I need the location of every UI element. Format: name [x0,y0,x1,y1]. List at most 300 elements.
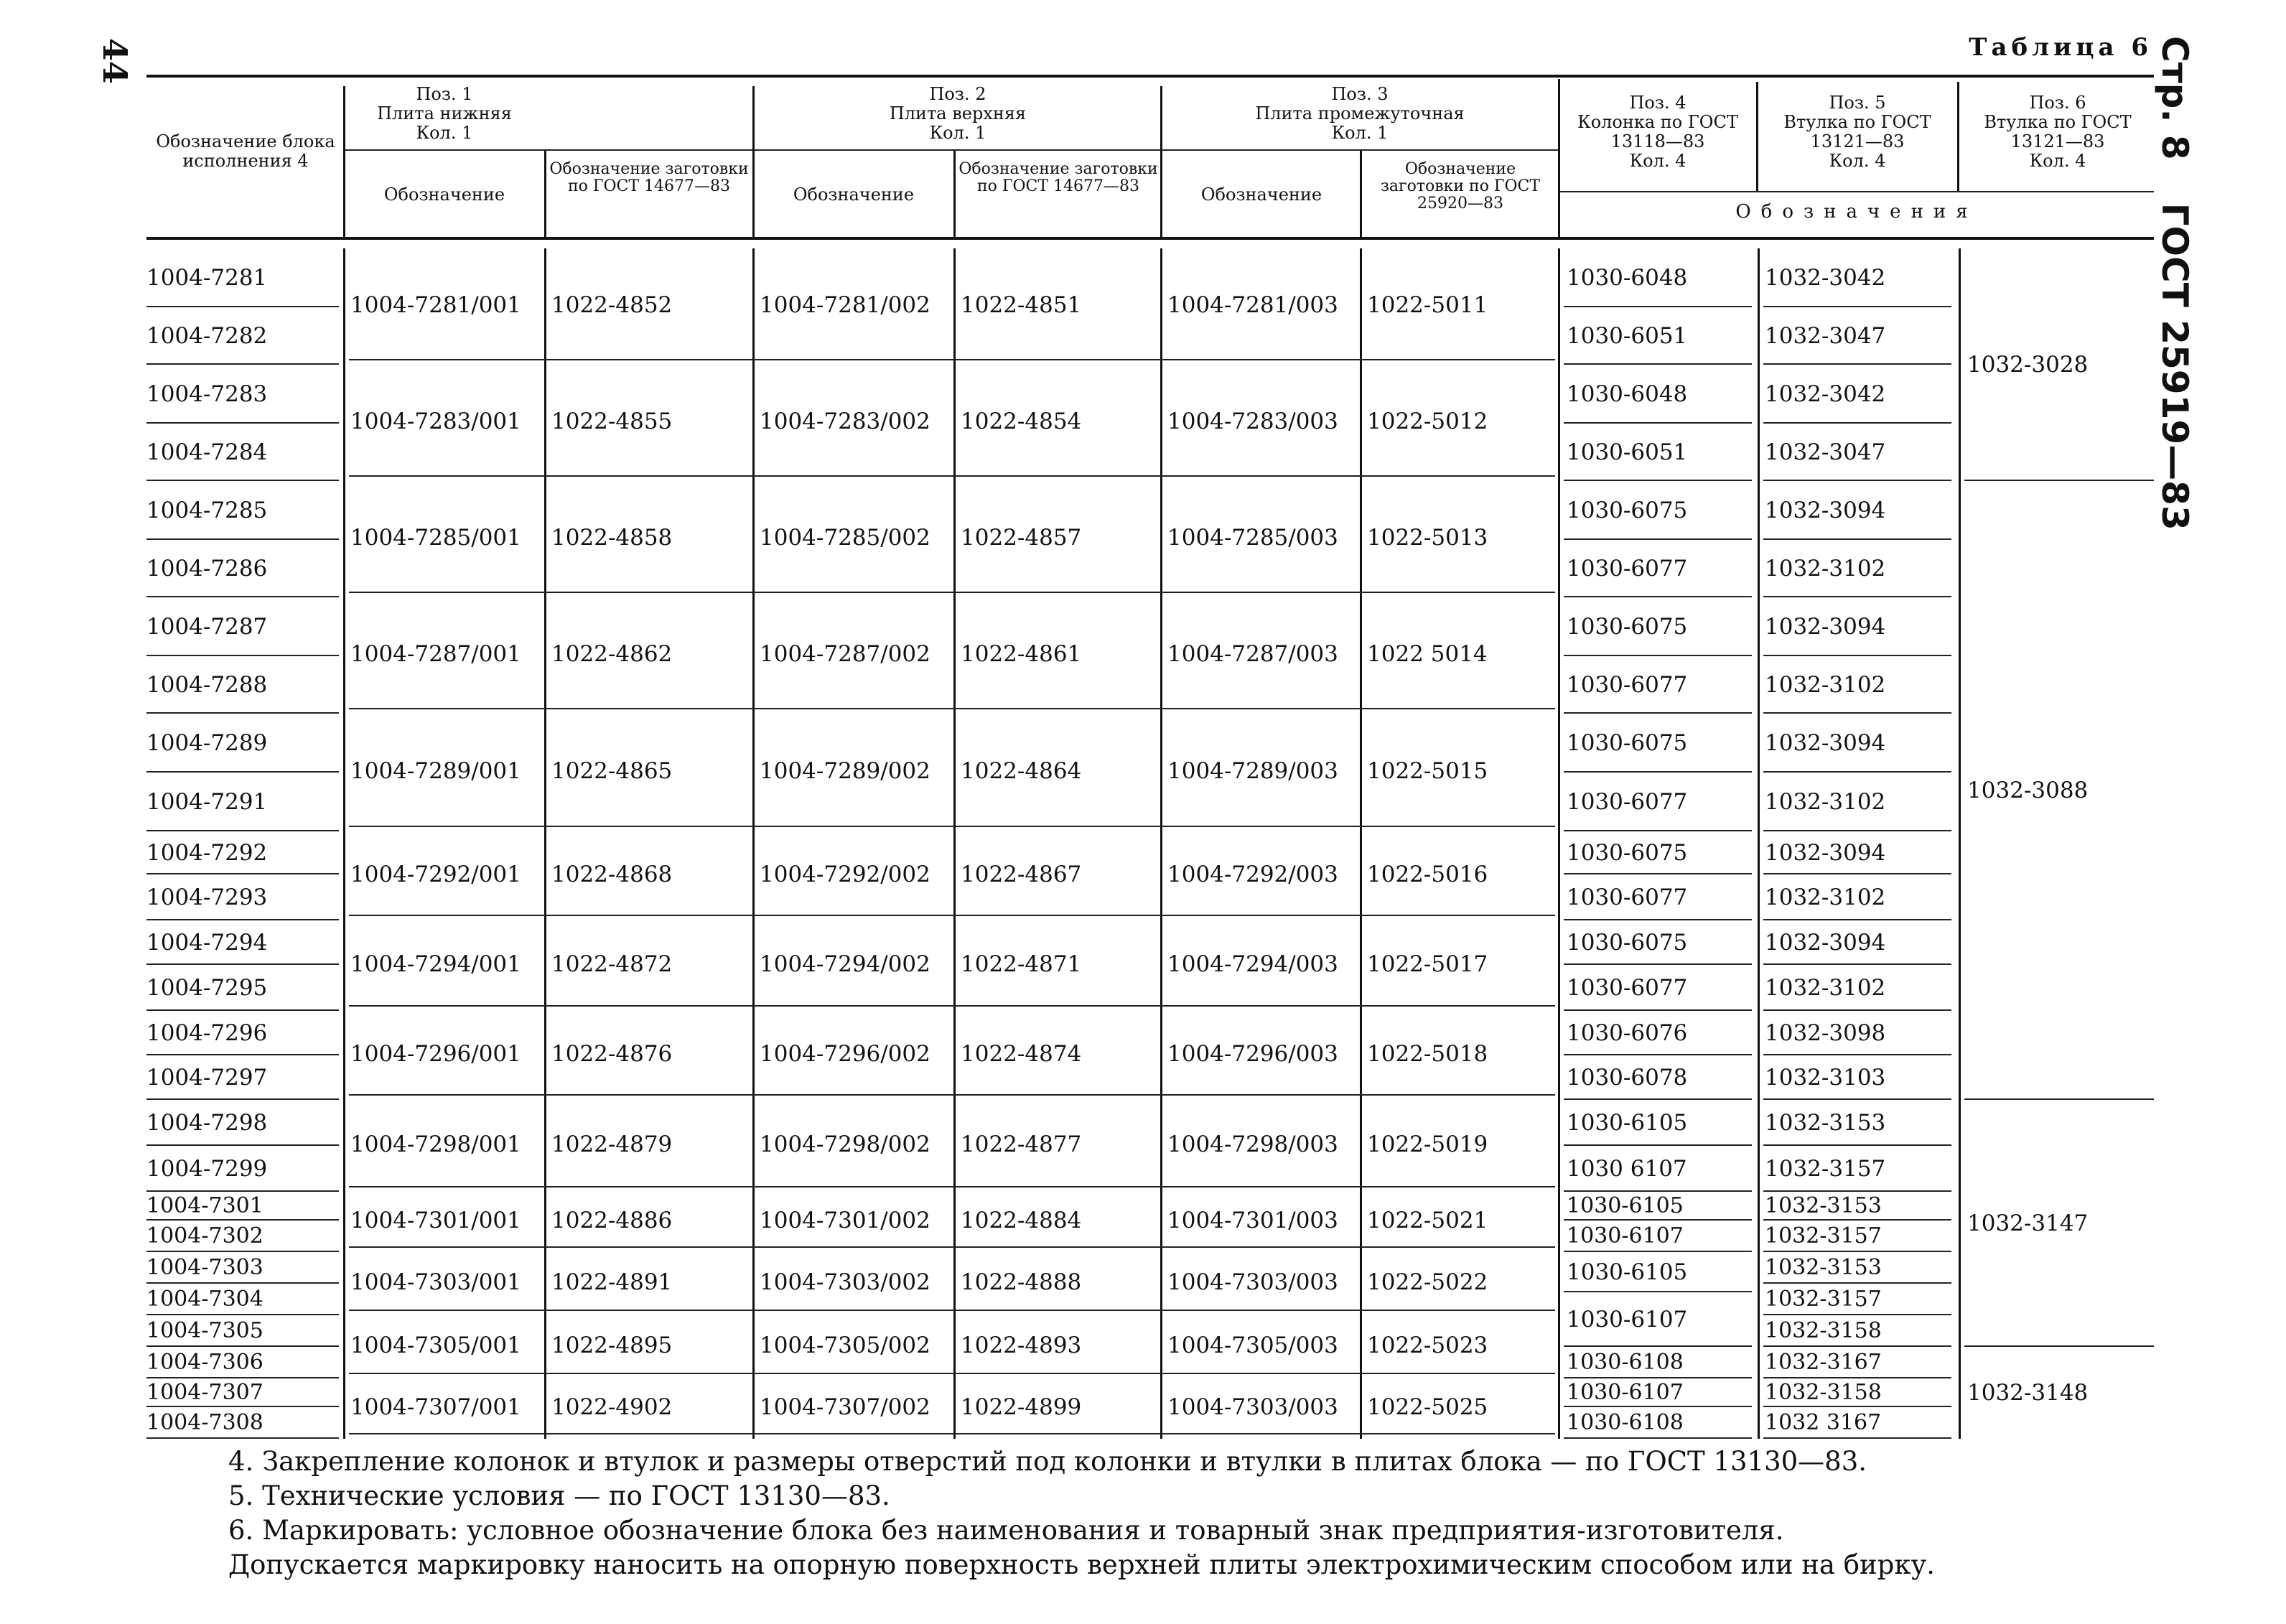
row-rule [146,1144,339,1146]
header-pos3-sub1: Обозначение [1200,185,1322,205]
header-pos5-name: Втулка по ГОСТ 13121—83 [1783,112,1931,151]
row-rule [146,1098,339,1100]
col6-rule [1964,1098,2154,1100]
col4-rule [1564,480,1752,481]
col6-value: 1032-3028 [1967,352,2089,378]
col5-rule [1763,1054,1951,1055]
group-rule [349,826,1555,827]
cell-p1b: 1022-4868 [551,862,673,887]
col5-value: 1032-3042 [1765,381,1886,407]
col5-rule [1763,712,1951,714]
block-code: 1004-7292 [146,840,268,866]
header-pos4-name: Колонка по ГОСТ 13118—83 [1577,112,1738,151]
table-top-rule [146,75,2154,78]
header-pos3 [1165,85,1555,143]
col5-value: 1032-3153 [1765,1255,1882,1280]
group-rule [349,359,1555,360]
cell-p3: 1004-7298/003 [1167,1131,1338,1157]
col4-rule [1564,363,1752,365]
cell-p1b: 1022-4891 [551,1269,673,1295]
cell-p2b: 1022-4867 [961,862,1082,887]
col4-value: 1030-6108 [1567,1350,1684,1375]
col5-value: 1032-3157 [1765,1223,1882,1249]
block-code: 1004-7298 [146,1110,268,1136]
group-rule [349,1433,1555,1434]
cell-p2: 1004-7289/002 [760,758,930,784]
header-pos2-sub1: Обозначение [793,185,915,205]
cell-p3b: 1022-5023 [1367,1333,1488,1358]
cell-p1b: 1022-4879 [551,1131,673,1157]
note-6: 6. Маркировать: условное обозначение блока без наименования и товарный знак предприятия-изготовителя. [228,1515,1784,1546]
block-code: 1004-7284 [146,439,268,465]
col5-value: 1032-3102 [1765,556,1886,582]
col5-rule [1763,1098,1951,1100]
row-rule [146,1345,339,1347]
cell-p3b: 1022-5018 [1367,1041,1488,1067]
cell-p2: 1004-7301/002 [760,1208,930,1233]
group-rule [349,1094,1555,1096]
cell-p1b: 1022-4858 [551,525,673,551]
row-rule [146,655,339,656]
header-designations-rule [1558,191,2154,192]
group-rule [349,1005,1555,1007]
col5-rule [1763,1314,1951,1315]
block-code: 1004-7295 [146,975,268,1001]
col5-value: 1032 3167 [1765,1410,1882,1435]
header-pos2 [757,85,1159,143]
group-rule [349,1310,1555,1311]
cell-p1b: 1022-4855 [551,409,673,434]
col5-rule [1763,1009,1951,1011]
cell-p2: 1004-7296/002 [760,1041,930,1067]
group-rule [349,1186,1555,1187]
block-code: 1004-7293 [146,885,268,910]
col5-rule [1763,363,1951,365]
col4-value: 1030-6077 [1567,556,1688,582]
cell-p2: 1004-7287/002 [760,641,930,667]
block-code: 1004-7281 [146,265,268,291]
row-rule [146,830,339,831]
row-rule [146,1251,339,1252]
row-rule [146,1437,339,1439]
row-rule [146,1282,339,1284]
col5-rule [1763,873,1951,874]
col4-rule [1564,1377,1752,1378]
hdr-sep [343,86,345,237]
header-pos2-qty: Кол. 1 [929,123,986,143]
block-code: 1004-7289 [146,730,268,756]
col4-rule [1564,306,1752,307]
cell-p3b: 1022 5014 [1367,641,1488,667]
col5-value: 1032-3157 [1765,1287,1882,1312]
block-code: 1004-7297 [146,1065,268,1091]
block-code: 1004-7308 [146,1410,263,1435]
col5-rule [1763,1144,1951,1146]
col4-value: 1030-6077 [1567,672,1688,698]
header-pos6-name: Втулка по ГОСТ 13121—83 [1984,112,2132,151]
cell-p3b: 1022-5025 [1367,1394,1488,1420]
cell-p1b: 1022-4872 [551,951,673,977]
header-pos1 [347,85,541,143]
group-rule [349,915,1555,916]
header-designations: Обозначения [1735,201,1978,223]
cell-p3: 1004-7303/003 [1167,1269,1338,1295]
block-code: 1004-7296 [146,1020,268,1046]
row-rule [146,873,339,874]
row-rule [146,1009,339,1011]
col4-rule [1564,712,1752,714]
col5-rule [1763,1406,1951,1407]
col5-value: 1032-3102 [1765,789,1886,815]
row-rule [146,1190,339,1192]
col4-value: 1030-6076 [1567,1020,1688,1046]
col5-value: 1032-3094 [1765,498,1886,523]
cell-p2b: 1022-4861 [961,641,1082,667]
hdr-sep [1360,151,1362,237]
note-6-cont: Допускается маркировку наносить на опорную поверхность верхней плиты электрохимическим способом или на бирку. [228,1549,1935,1580]
header-pos1-title: Поз. 1 [416,84,473,104]
col4-value: 1030-6078 [1567,1065,1688,1091]
col4-value: 1030-6107 [1567,1380,1684,1405]
cell-p2: 1004-7298/002 [760,1131,930,1157]
row-rule [146,1054,339,1055]
cell-p2b: 1022-4851 [961,292,1082,318]
cell-p1: 1004-7298/001 [350,1131,521,1157]
cell-p2b: 1022-4893 [961,1333,1082,1358]
header-pos5-qty: Кол. 4 [1829,151,1886,171]
header-pos4 [1562,93,1753,171]
col4-value: 1030-6105 [1567,1259,1688,1285]
cell-p3: 1004-7294/003 [1167,951,1338,977]
cell-p2b: 1022-4864 [961,758,1082,784]
table-title: Таблица 6 [1969,33,2152,62]
row-rule [146,1219,339,1221]
col4-value: 1030-6077 [1567,885,1688,910]
cell-p2: 1004-7303/002 [760,1269,930,1295]
cell-p1: 1004-7287/001 [350,641,521,667]
cell-p3b: 1022-5013 [1367,525,1488,551]
col5-rule [1763,480,1951,481]
block-code: 1004-7294 [146,930,268,956]
cell-p2: 1004-7294/002 [760,951,930,977]
col5-rule [1763,1282,1951,1284]
cell-p3: 1004-7285/003 [1167,525,1338,551]
cell-p1: 1004-7285/001 [350,525,521,551]
col4-rule [1564,771,1752,773]
col4-value: 1030-6075 [1567,614,1688,640]
col5-rule [1763,596,1951,597]
col5-value: 1032-3094 [1765,840,1886,866]
col6-value: 1032-3088 [1967,778,2089,803]
header-pos1-name: Плита нижняя [377,103,512,123]
cell-p3b: 1022-5012 [1367,409,1488,434]
col4-rule [1564,538,1752,540]
cell-p1: 1004-7281/001 [350,292,521,318]
col4-rule [1564,1345,1752,1347]
col5-value: 1032-3102 [1765,672,1886,698]
block-code: 1004-7303 [146,1255,263,1280]
hdr-sep [544,151,546,237]
col4-value: 1030-6107 [1567,1307,1688,1333]
header-pos1-sub2: Обозначение заготовки по ГОСТ 14677—83 [549,160,749,195]
col-sep [1959,248,1961,1439]
col5-rule [1763,1377,1951,1378]
col5-value: 1032-3094 [1765,930,1886,956]
group-rule [349,1373,1555,1374]
col4-value: 1030-6051 [1567,323,1688,349]
header-pos5-title: Поз. 5 [1829,93,1886,113]
hdr-sep [1160,86,1162,237]
col5-rule [1763,1437,1951,1439]
block-code: 1004-7301 [146,1193,263,1218]
page-number: 44 [95,37,135,85]
cell-p2: 1004-7285/002 [760,525,930,551]
header-pos3-qty: Кол. 1 [1331,123,1389,143]
col5-value: 1032-3167 [1765,1350,1882,1375]
block-code: 1004-7286 [146,556,268,582]
cell-p1: 1004-7292/001 [350,862,521,887]
col4-value: 1030-6075 [1567,840,1688,866]
col4-value: 1030-6077 [1567,789,1688,815]
block-code: 1004-7285 [146,498,268,523]
header-pos2-title: Поз. 2 [929,84,986,104]
cell-p1: 1004-7303/001 [350,1269,521,1295]
col5-rule [1763,1190,1951,1192]
col4-value: 1030-6048 [1567,265,1688,291]
cell-p3b: 1022-5015 [1367,758,1488,784]
cell-p3: 1004-7283/003 [1167,409,1338,434]
block-code: 1004-7302 [146,1223,263,1249]
cell-p2: 1004-7283/002 [760,409,930,434]
header-pos6 [1961,93,2154,171]
cell-p3b: 1022-5017 [1367,951,1488,977]
header-pos3-name: Плита промежуточная [1255,103,1465,123]
col6-rule [1964,480,2154,481]
cell-p2b: 1022-4857 [961,525,1082,551]
col5-rule [1763,1345,1951,1347]
col4-rule [1564,1009,1752,1011]
header-pos5 [1760,93,1954,171]
note-4: 4. Закрепление колонок и втулок и размеры отверстий под колонки и втулки в плитах блока — по ГОСТ 13130—83. [228,1446,1867,1477]
header-pos2-sub2: Обозначение заготовки по ГОСТ 14677—83 [958,160,1158,195]
row-rule [146,1314,339,1315]
col4-rule [1564,1251,1752,1252]
col5-value: 1032-3047 [1765,323,1886,349]
col4-rule [1564,873,1752,874]
block-code: 1004-7306 [146,1350,263,1375]
cell-p2b: 1022-4871 [961,951,1082,977]
col4-value: 1030-6107 [1567,1223,1684,1249]
header-bottom-rule [146,237,2154,240]
col5-rule [1763,830,1951,831]
header-pos3-sub2: Обозначение заготовки по ГОСТ 25920—83 [1380,160,1541,213]
col-sep [752,248,755,1439]
cell-p1b: 1022-4862 [551,641,673,667]
cell-p1: 1004-7301/001 [350,1208,521,1233]
cell-p3: 1004-7305/003 [1167,1333,1338,1358]
header-pos6-qty: Кол. 4 [2029,151,2086,171]
row-rule [146,538,339,540]
col5-value: 1032-3158 [1765,1318,1882,1343]
header-pos1-qty: Кол. 1 [416,123,473,143]
col5-rule [1763,963,1951,965]
cell-p1b: 1022-4852 [551,292,673,318]
row-rule [146,712,339,714]
block-code: 1004-7282 [146,323,268,349]
col4-value: 1030-6075 [1567,930,1688,956]
col4-rule [1564,1219,1752,1221]
row-rule [146,771,339,773]
group-rule [349,708,1555,709]
cell-p3: 1004-7292/003 [1167,862,1338,887]
col-sep [343,248,345,1439]
group-rule [349,592,1555,593]
hdr-sep [1957,82,1959,191]
hdr-sep [1558,79,1560,237]
cell-p2b: 1022-4854 [961,409,1082,434]
block-code: 1004-7288 [146,672,268,698]
col4-value: 1030-6051 [1567,439,1688,465]
col4-rule [1564,830,1752,831]
block-code: 1004-7305 [146,1318,263,1343]
col4-rule [1564,919,1752,920]
cell-p2b: 1022-4877 [961,1131,1082,1157]
row-rule [146,363,339,365]
col-sep [1160,248,1162,1439]
cell-p1: 1004-7294/001 [350,951,521,977]
hdr-sep [1756,82,1758,191]
col5-rule [1763,422,1951,424]
col-sep [953,248,956,1439]
col6-value: 1032-3147 [1967,1210,2089,1236]
col5-value: 1032-3102 [1765,885,1886,910]
block-code: 1004-7307 [146,1380,263,1405]
cell-p3b: 1022-5019 [1367,1131,1488,1157]
col4-rule [1564,596,1752,597]
col4-rule [1564,1437,1752,1439]
col6-value: 1032-3148 [1967,1380,2089,1406]
col4-rule [1564,1406,1752,1407]
col5-value: 1032-3153 [1765,1110,1886,1136]
notes [228,1445,2239,1582]
block-code: 1004-7287 [146,614,268,640]
col4-rule [1564,1291,1752,1292]
cell-p1b: 1022-4886 [551,1208,673,1233]
cell-p1b: 1022-4865 [551,758,673,784]
hdr-sep [953,151,956,237]
col5-rule [1763,919,1951,920]
col4-value: 1030-6075 [1567,730,1688,756]
col4-value: 1030 6107 [1567,1156,1687,1182]
col5-rule [1763,1219,1951,1221]
cell-p2b: 1022-4884 [961,1208,1082,1233]
cell-p3b: 1022-5016 [1367,862,1488,887]
group-rule [349,1246,1555,1248]
col4-value: 1030-6075 [1567,498,1688,523]
row-rule [146,306,339,307]
col4-value: 1030-6105 [1567,1110,1688,1136]
cell-p2: 1004-7307/002 [760,1394,930,1420]
cell-p3: 1004-7296/003 [1167,1041,1338,1067]
cell-p2b: 1022-4888 [961,1269,1082,1295]
col5-value: 1032-3094 [1765,614,1886,640]
block-code: 1004-7291 [146,789,268,815]
header-pos3-title: Поз. 3 [1331,84,1389,104]
col4-value: 1030-6077 [1567,975,1688,1001]
col4-rule [1564,655,1752,656]
col5-rule [1763,655,1951,656]
col4-rule [1564,1098,1752,1100]
col4-rule [1564,422,1752,424]
cell-p1b: 1022-4876 [551,1041,673,1067]
col5-value: 1032-3094 [1765,730,1886,756]
col5-value: 1032-3098 [1765,1020,1886,1046]
col6-rule [1964,1345,2154,1347]
header-pos6-title: Поз. 6 [2029,93,2086,113]
cell-p2: 1004-7292/002 [760,862,930,887]
header-pos4-title: Поз. 4 [1629,93,1686,113]
col4-value: 1030-6105 [1567,1193,1684,1218]
cell-p1: 1004-7305/001 [350,1333,521,1358]
col5-value: 1032-3158 [1765,1380,1882,1405]
block-code: 1004-7304 [146,1287,263,1312]
row-rule [146,963,339,965]
col5-rule [1763,1251,1951,1252]
col5-rule [1763,538,1951,540]
col-sep [544,248,546,1439]
side-title-standard: ГОСТ 25919—83 [2154,202,2196,531]
col-sep [1758,248,1760,1439]
cell-p2: 1004-7305/002 [760,1333,930,1358]
col4-rule [1564,1054,1752,1055]
cell-p1: 1004-7289/001 [350,758,521,784]
cell-p1b: 1022-4902 [551,1394,673,1420]
group-rule [349,475,1555,477]
note-5: 5. Технические условия — по ГОСТ 13130—83. [228,1480,890,1511]
col4-rule [1564,1190,1752,1192]
cell-p1: 1004-7307/001 [350,1394,521,1420]
col5-value: 1032-3103 [1765,1065,1886,1091]
cell-p3b: 1022-5022 [1367,1269,1488,1295]
header-pos4-qty: Кол. 4 [1629,151,1686,171]
cell-p1: 1004-7283/001 [350,409,521,434]
col5-value: 1032-3102 [1765,975,1886,1001]
cell-p3: 1004-7303/003 [1167,1394,1338,1420]
cell-p3b: 1022-5011 [1367,292,1488,318]
col5-value: 1032-3153 [1765,1193,1882,1218]
cell-p3b: 1022-5021 [1367,1208,1488,1233]
col5-rule [1763,771,1951,773]
cell-p1: 1004-7296/001 [350,1041,521,1067]
col5-value: 1032-3157 [1765,1156,1886,1182]
col4-value: 1030-6048 [1567,381,1688,407]
row-rule [146,480,339,481]
header-sub-rule [345,149,1558,151]
header-pos1-sub1: Обозначение [383,185,505,205]
row-rule [146,596,339,597]
cell-p2: 1004-7281/002 [760,292,930,318]
side-title-page: Стр. 8 [2154,36,2196,160]
row-rule [146,422,339,424]
cell-p3: 1004-7287/003 [1167,641,1338,667]
hdr-sep [752,86,755,237]
col4-value: 1030-6108 [1567,1410,1684,1435]
cell-p3: 1004-7281/003 [1167,292,1338,318]
cell-p2b: 1022-4899 [961,1394,1082,1420]
block-code: 1004-7283 [146,381,268,407]
header-pos2-name: Плита верхняя [889,103,1027,123]
row-rule [146,1377,339,1378]
